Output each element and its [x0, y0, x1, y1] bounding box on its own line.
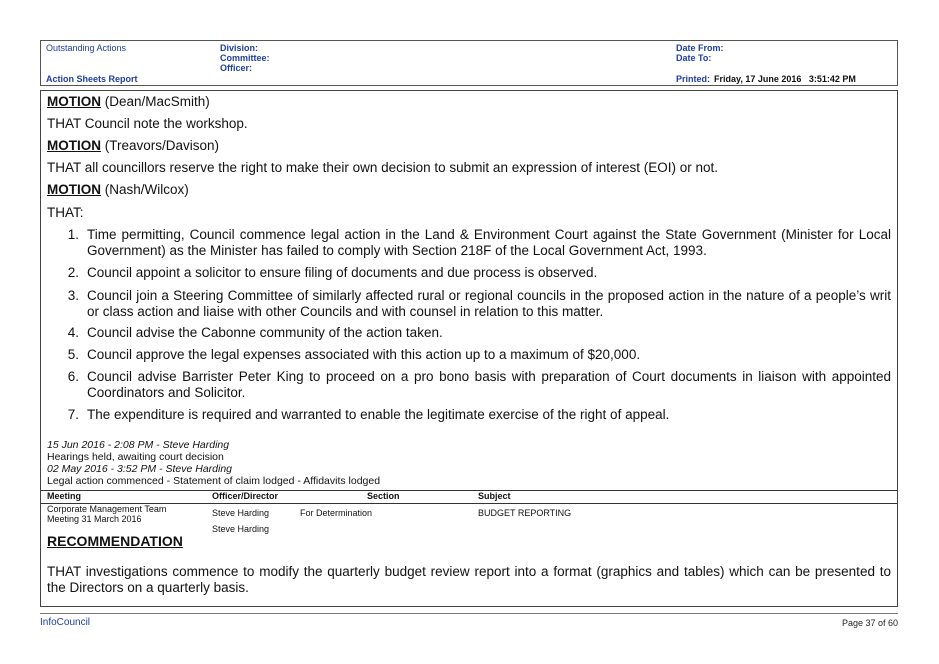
list-text: Council approve the legal expenses associated with this action up to a maximum of $20,000. [87, 347, 641, 362]
officer-column-header: Officer/Director [212, 491, 279, 501]
list-item [63, 227, 891, 259]
footer-divider [40, 613, 898, 614]
motion-1-text: THAT Council note the workshop. [47, 116, 248, 131]
recommendation-text: THAT investigations commence to modify the quarterly budget review report into a format (graphics and tables) which can be presented to the Directors on a quarterly basis. [47, 564, 891, 595]
meeting-name: Corporate Management Team [47, 504, 167, 514]
note-stamp: 15 Jun 2016 - 2:08 PM - Steve Harding [47, 439, 230, 451]
meeting-column-header: Meeting [47, 491, 82, 501]
list-text: Time permitting, Council commence legal action in the Land & Environment Court against the State Government (Minister for Local Government) as the Minister has failed to comply with Section 218F of the Local Government Act, 1993. [87, 227, 891, 258]
report-header [40, 40, 898, 86]
list-text: Council appoint a solicitor to ensure filing of documents and due process is observed. [87, 265, 598, 280]
motion-movers: (Treavors/Davison) [104, 138, 220, 153]
committee-label: Committee: [220, 53, 270, 63]
list-number: 1. [67, 227, 79, 242]
motion-2-text: THAT all councillors reserve the right to make their own decision to submit an expression of interest (EOI) or not. [47, 160, 719, 175]
action-sheet-body [40, 90, 898, 607]
list-number: 2. [67, 265, 79, 280]
motion-2-heading [47, 138, 219, 154]
section-column-header: Section [367, 491, 400, 501]
motion-title: MOTION [47, 94, 101, 109]
list-number: 3. [67, 288, 79, 303]
motion-1-heading [47, 94, 210, 110]
list-text: Council advise Barrister Peter King to proceed on a pro bono basis with preparation of Court documents in liaison with appointed Coordinators and Solicitor. [87, 369, 891, 400]
list-item [63, 347, 891, 363]
list-number: 6. [67, 369, 79, 384]
list-text: Council join a Steering Committee of similarly affected rural or regional councils in the proposed action in the nature of a people’s writ or class action and liaise with other Councils and with counsel in relation to this matter. [87, 288, 891, 319]
footer-brand: InfoCouncil [40, 617, 91, 628]
list-text: The expenditure is required and warranted to enable the legitimate exercise of the right of appeal. [87, 407, 670, 422]
motion-title: MOTION [47, 182, 101, 197]
list-item [63, 325, 891, 341]
meeting-date: Meeting 31 March 2016 [47, 514, 142, 524]
page-number: Page 37 of 60 [841, 618, 898, 628]
report-type: Action Sheets Report [46, 74, 138, 84]
report-name: Outstanding Actions [46, 43, 127, 53]
motion-movers: (Nash/Wilcox) [104, 182, 189, 197]
officer-name: Steve Harding [212, 508, 270, 518]
division-label: Division: [220, 43, 259, 53]
printed-value: Friday, 17 June 2016 3:51:42 PM [714, 74, 856, 84]
list-item [63, 407, 891, 423]
date-to-label: Date To: [676, 53, 712, 63]
subject-value: BUDGET REPORTING [478, 508, 572, 518]
motion-3-heading [47, 182, 189, 198]
note-text: Legal action commenced - Statement of claim lodged - Affidavits lodged [47, 475, 381, 487]
list-number: 7. [67, 407, 79, 422]
section-value: For Determination [300, 508, 373, 518]
subject-column-header: Subject [478, 491, 511, 501]
list-item [63, 265, 891, 281]
printed-label: Printed: [676, 74, 711, 84]
motion-movers: (Dean/MacSmith) [104, 94, 210, 109]
director-name: Steve Harding [212, 524, 270, 534]
list-text: Council advise the Cabonne community of the action taken. [87, 325, 443, 340]
note-stamp: 02 May 2016 - 3:52 PM - Steve Harding [47, 463, 233, 475]
motion-3-text: THAT: [47, 205, 84, 220]
motion-title: MOTION [47, 138, 101, 153]
date-from-label: Date From: [676, 43, 724, 53]
meeting-table-header [41, 490, 897, 504]
officer-label: Officer: [220, 63, 253, 73]
recommendation-title: RECOMMENDATION [47, 533, 183, 549]
list-number: 4. [67, 325, 79, 340]
note-text: Hearings held, awaiting court decision [47, 451, 224, 463]
list-item [63, 369, 891, 401]
list-item [63, 288, 891, 320]
list-number: 5. [67, 347, 79, 362]
